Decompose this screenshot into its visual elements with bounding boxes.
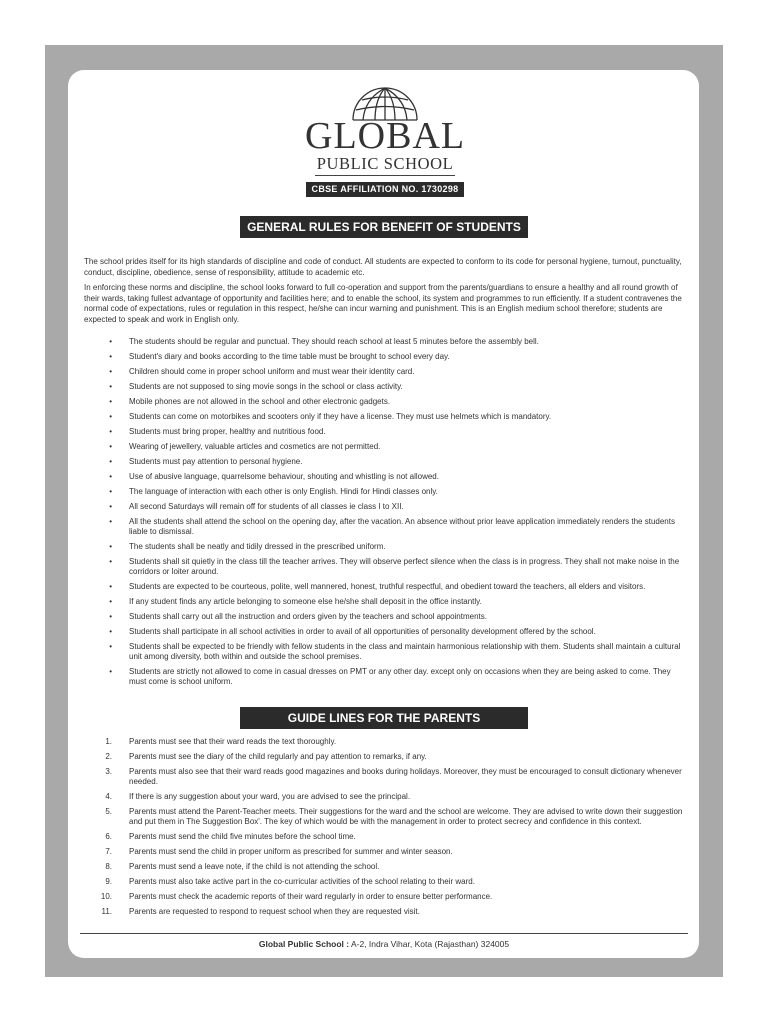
guideline-item [84,792,684,802]
bullet-marker: • [109,472,112,481]
guideline-item [84,907,684,917]
rule-text: The students shall be neatly and tidily dressed in the prescribed uniform. [129,542,386,551]
guideline-item [84,832,684,842]
guideline-number: 11. [101,907,112,916]
footer-divider [80,933,688,934]
guideline-text: Parents must check the academic reports of their ward regularly in order to ensure better performance. [129,892,493,901]
guideline-number: 10. [100,892,112,901]
rule-item [84,517,684,537]
bullet-marker: • [109,557,112,566]
guideline-item [84,892,684,902]
guideline-item [84,767,684,787]
rule-text: Students shall carry out all the instruction and orders given by the teachers and school appointments. [129,612,487,621]
rule-item [84,667,684,687]
guideline-number: 6. [105,832,112,841]
bullet-marker: • [109,502,112,511]
rule-item [84,367,684,377]
guideline-text: Parents must send the child in proper uniform as prescribed for summer and winter season. [129,847,453,856]
rule-item [84,352,684,362]
rule-text: Use of abusive language, quarrelsome behaviour, shouting and whistling is not allowed. [129,472,439,481]
guideline-item [84,862,684,872]
logo-divider [315,175,455,176]
footer-address-text: A-2, Indra Vihar, Kota (Rajasthan) 324005 [349,939,510,949]
rule-text: Students are expected to be courteous, polite, well mannered, honest, truthful respectful, and obedient toward the teachers, all elders and visitors. [129,582,646,591]
rule-item [84,337,684,347]
intro-paragraph-1: The school prides itself for its high standards of discipline and code of conduct. All students are expected to conform to its code for personal hygiene, turnout, punctuality, conduct, discipline, obedience, sense of responsibility, attitude to academic etc. [84,257,682,277]
rule-text: Students are strictly not allowed to come in casual dresses on PMT or any other day. except only on occasions when they are being asked to come. They must come is school uniform. [129,667,671,686]
bullet-marker: • [109,397,112,406]
rule-text: Students must bring proper, healthy and nutritious food. [129,427,326,436]
rule-text: Wearing of jewellery, valuable articles and cosmetics are not permitted. [129,442,381,451]
rule-item [84,597,684,607]
rule-text: Mobile phones are not allowed in the school and other electronic gadgets. [129,397,391,406]
rule-item [84,582,684,592]
guideline-number: 9. [105,877,112,886]
bullet-marker: • [109,627,112,636]
bullet-marker: • [109,352,112,361]
rule-item [84,542,684,552]
rule-item [84,557,684,577]
bullet-marker: • [109,667,112,676]
guideline-text: Parents are requested to respond to request school when they are requested visit. [129,907,420,916]
logo-name: GLOBAL [305,115,466,157]
guideline-item [84,877,684,887]
rule-text: Students shall participate in all school activities in order to avail of all opportunities of personality development offered by the school. [129,627,596,636]
bullet-marker: • [109,367,112,376]
rule-item [84,627,684,637]
bullet-marker: • [109,517,112,526]
bullet-marker: • [109,427,112,436]
guideline-number: 8. [105,862,112,871]
rule-text: Students must pay attention to personal hygiene. [129,457,303,466]
guideline-number: 4. [105,792,112,801]
guideline-item [84,847,684,857]
rule-item [84,642,684,662]
guideline-number: 2. [105,752,112,761]
affiliation-badge: CBSE AFFILIATION NO. 1730298 [306,182,465,197]
rules-heading: GENERAL RULES FOR BENEFIT OF STUDENTS [240,216,528,238]
bullet-marker: • [109,612,112,621]
school-logo [305,82,465,200]
guideline-text: Parents must also take active part in the co-curricular activities of the school relating to their ward. [129,877,475,886]
intro-paragraph-2: In enforcing these norms and discipline, the school looks forward to full co-operation and support from the parents/guardians to ensure a healthy and all round growth of their wards, taking fullest advantage of opportunity and facilities here; and to enable the school, its system and programmes to run efficiently. If a student contravenes the normal code of expectations, rules or regulation in this respect, he/she can incur warning and punishment. This is an English medium school therefore; students are expected to speak and work in English only. [84,283,682,324]
parents-heading: GUIDE LINES FOR THE PARENTS [240,707,528,729]
rule-text: Students can come on motorbikes and scooters only if they have a license. They must use helmets which is mandatory. [129,412,552,421]
bullet-marker: • [109,412,112,421]
rule-item [84,397,684,407]
guideline-item [84,807,684,827]
student-rules-list [84,337,684,692]
rule-text: The students should be regular and punctual. They should reach school at least 5 minutes before the assembly bell. [129,337,539,346]
guideline-number: 5. [105,807,112,816]
bullet-marker: • [109,337,112,346]
rule-item [84,487,684,497]
footer-address [80,939,688,949]
bullet-marker: • [109,487,112,496]
rule-text: Children should come in proper school uniform and must wear their identity card. [129,367,415,376]
guideline-text: Parents must also see that their ward reads good magazines and books during holidays. Moreover, they must be encouraged to consult dictionary whenever needed. [129,767,682,786]
bullet-marker: • [109,542,112,551]
bullet-marker: • [109,442,112,451]
bullet-marker: • [109,382,112,391]
rule-item [84,412,684,422]
rule-item [84,442,684,452]
guideline-text: Parents must send the child five minutes before the school time. [129,832,356,841]
rule-item [84,472,684,482]
footer-school-name: Global Public School : [258,939,350,949]
rule-text: Students shall be expected to be friendly with fellow students in the class and maintain harmonious relationship with them. Students shall maintain a cultural unit among diversity, both within and outside the school premises. [129,642,681,661]
logo-subtitle: PUBLIC SCHOOL [316,154,454,173]
rule-item [84,382,684,392]
rule-text: If any student finds any article belonging to someone else he/she shall deposit in the office instantly. [129,597,482,606]
guideline-text: Parents must see that their ward reads the text thoroughly. [129,737,337,746]
guideline-item [84,752,684,762]
rule-text: All second Saturdays will remain off for students of all classes ie class I to XII. [129,502,404,511]
guideline-text: Parents must send a leave note, if the child is not attending the school. [129,862,380,871]
rule-text: All the students shall attend the school on the opening day, after the vacation. An absence without prior leave application immediately renders the students liable to dismissal. [129,517,675,536]
guideline-item [84,737,684,747]
guideline-number: 3. [105,767,112,776]
rule-text: Students are not supposed to sing movie songs in the school or class activity. [129,382,403,391]
bullet-marker: • [109,582,112,591]
guideline-text: Parents must attend the Parent-Teacher meets. Their suggestions for the ward and the school are welcome. They are advised to write down their suggestion and put them in The Suggestion Box'. The key of which would be with the management in order to protect secrecy and confidence in this context. [129,807,683,826]
guideline-number: 1. [105,737,112,746]
rule-item [84,427,684,437]
bullet-marker: • [109,457,112,466]
bullet-marker: • [109,642,112,651]
rule-item [84,457,684,467]
guideline-number: 7. [105,847,112,856]
rule-text: Student's diary and books according to the time table must be brought to school every day. [129,352,450,361]
rule-text: The language of interaction with each other is only English. Hindi for Hindi classes only. [129,487,438,496]
rule-item [84,612,684,622]
rule-text: Students shall sit quietly in the class till the teacher arrives. They will observe perfect silence when the class is in progress. They shall not make noise in the corridors or loiter around. [129,557,680,576]
guideline-text: If there is any suggestion about your ward, you are advised to see the principal. [129,792,411,801]
guideline-text: Parents must see the diary of the child regularly and pay attention to remarks, if any. [129,752,427,761]
parent-guidelines-list [84,737,684,922]
bullet-marker: • [109,597,112,606]
rule-item [84,502,684,512]
